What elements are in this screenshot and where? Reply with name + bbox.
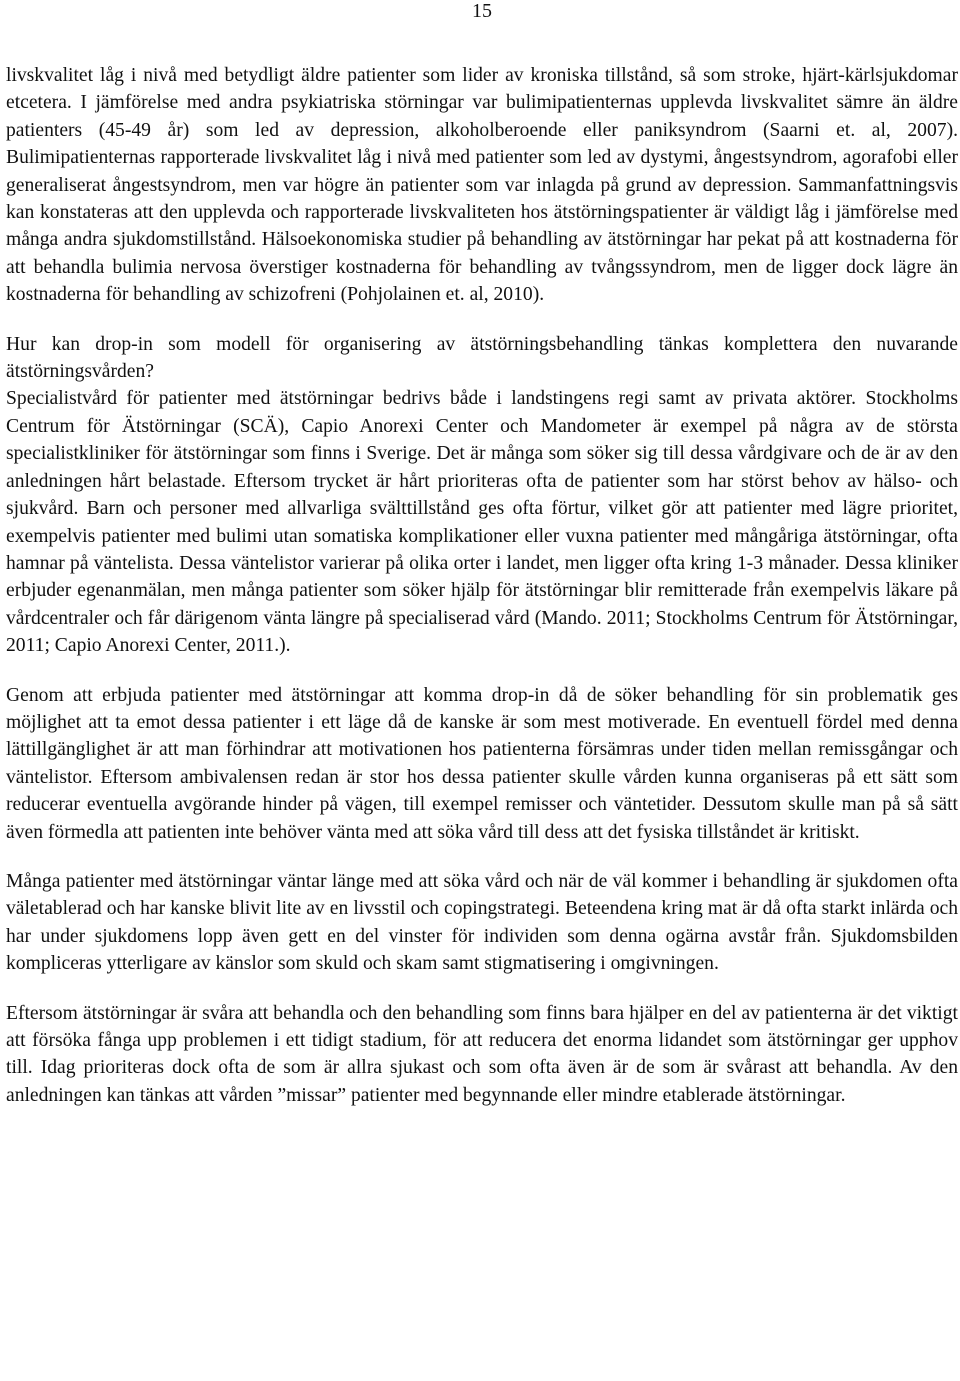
document-body [6,62,958,1109]
paragraph-drop-in-benefits: Genom att erbjuda patienter med ätstörningar att komma drop-in då de söker behandling för sin problematik ges möjlighet att ta emot dessa patienter i ett läge då de kanske är som mest motiverade. En eventuell fördel med denna lättillgänglighet är att man förhindrar att motivationen hos patienterna försämras under tiden mellan remissgångar och väntelistor. Eftersom ambivalensen redan är stor hos dessa patienter skulle vården kunna organiseras på ett sätt som reducerar eventuella avgörande hinder på vägen, till exempel remisser och väntetider. Dessutom skulle man på så sätt även förmedla att patienten inte behöver vänta med att söka vård till dess att det fysiska tillståndet är kritiskt. [6,684,958,843]
section-question: Hur kan drop-in som modell för organisering av ätstörningsbehandling tänkas komplettera den nuvarande ätstörningsvården? [6,333,958,383]
page-number: 15 [472,0,492,22]
paragraph-early-intervention: Eftersom ätstörningar är svåra att behandla och den behandling som finns bara hjälper en del av patienterna är det viktigt att försöka fånga upp problemen i ett tidigt stadium, för att reducera det enorma lidandet som ätstörningar ger upphov till. Idag prioriteras dock ofta de som är allra sjukast och som ofta även är de som är svårast att behandla. Av den anledningen kan tänkas att vården ”missar” patienter med begynnande eller mindre etablerade ätstörningar. [6,1002,958,1106]
paragraph-delayed-treatment: Många patienter med ätstörningar väntar länge med att söka vård och när de väl kommer i behandling är sjukdomen ofta väletablerad och har kanske blivit lite av en livsstil och copingstrategi. Beteendena kring mat är då ofta starkt inlärda och har under sjukdomens lopp även gett en del vinster för individen som denna ogärna avstår från. Sjukdomsbilden kompliceras ytterligare av känslor som skuld och skam samt stigmatisering i omgivningen. [6,870,958,975]
paragraph-quality-of-life: livskvalitet låg i nivå med betydligt äldre patienter som lider av kroniska tillstånd, så som stroke, hjärt-kärlsjukdomar etcetera. I jämförelse med andra psykiatriska störningar var bulimipatienternas upplevda livskvalitet sämre än äldre patienters (45-49 år) som led av depression, alkoholberoende eller paniksyndrom (Saarni et. al, 2007). Bulimipatienternas rapporterade livskvalitet låg i nivå med patienter som led av dystymi, ångestsyndrom, agorafobi eller generaliserat ångestsyndrom, men var högre än patienter som var inlagda på grund av depression. Sammanfattningsvis kan konstateras att den upplevda och rapporterade livskvaliteten hos ätstörningspatienter är väldigt låg i jämförelse med många andra sjukdomstillstånd. Hälsoekonomiska studier på behandling av ätstörningar har pekat på att kostnaderna för att behandla bulimia nervosa överstiger kostnaderna för behandling av tvångssyndrom, men de ligger dock lägre än kostnaderna för behandling av schizofreni (Pohjolainen et. al, 2010). [6,65,958,306]
paragraph-specialist-care: Specialistvård för patienter med ätstörningar bedrivs både i landstingens regi samt av privata aktörer. Stockholms Centrum för Ätstörningar (SCÄ), Capio Anorexi Center och Mandometer är exempel på några av de största specialistkliniker för ätstörningar som finns i Sverige. Det är många som söker sig till dessa vårdgivare och de är av den anledningen hårt belastade. Eftersom trycket är hårt prioriteras ofta de patienter som har störst behov av hälso- och sjukvård. Barn och personer med allvarliga svälttillstånd ges ofta förtur, vilket gör att patienter med lägre prioritet, exempelvis patienter med bulimi utan somatiska komplikationer eller vuxna patienter med mångåriga ätstörningar, ofta hamnar på väntelista. Dessa väntelistor varierar på olika orter i landet, men ligger ofta kring 1-3 månader. Dessa kliniker erbjuder egenanmälan, men många patienter som söker hjälp för ätstörningar blir remitterade från exempelvis läkare på vårdcentraler och får därigenom vänta längre på specialiserad vård (Mando. 2011; Stockholms Centrum för Ätstörningar, 2011; Capio Anorexi Center, 2011.). [6,388,958,657]
